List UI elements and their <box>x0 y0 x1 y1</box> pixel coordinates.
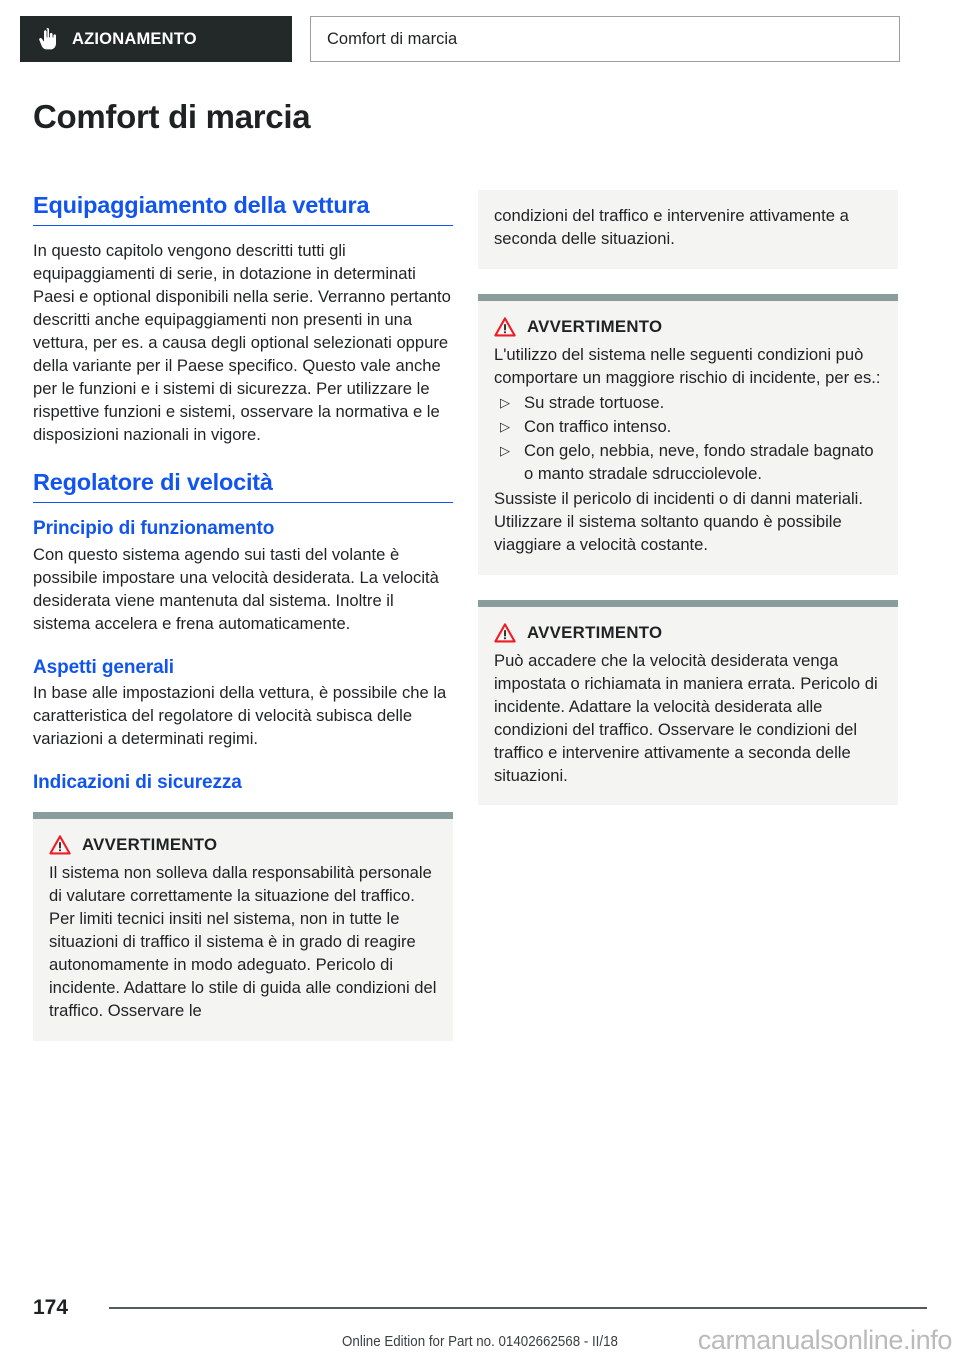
list-item-label: Con gelo, nebbia, neve, fondo stradale bagnato o manto stradale sdrucciolevole. <box>524 440 874 483</box>
warning-box-1-header <box>49 835 437 855</box>
warning-box-2-intro: L'utilizzo del sistema nelle seguenti condizioni può comportare un maggiore rischio di incidente, per es.: <box>494 344 881 387</box>
warning-box-1-title: AVVERTIMENTO <box>82 834 218 854</box>
page-footer <box>33 1296 927 1320</box>
section-tab[interactable] <box>310 16 900 62</box>
warning-box-2-header <box>494 317 882 337</box>
section-tab-label: Comfort di marcia <box>327 29 458 48</box>
paragraph-equipaggiamento: In questo capitolo vengono descritti tutti gli equipaggiamenti di serie, in dotazione in determinati Paesi e optional disponibili nella serie. Verranno pertanto descritti anche equipaggiamenti non presenti in una vettura, per es. a causa degli optional selezionati oppure della variante per il Paese specifico. Questo vale anche per le funzioni e i sistemi di sicurezza. Per utilizzare le rispettive funzioni e sistemi, osservare la normativa e le disposizioni nazionali in vigore. <box>33 241 451 444</box>
list-item-label: Con traffico intenso. <box>524 416 672 436</box>
list-item <box>494 416 882 439</box>
warning-box-2-bullet-list <box>494 392 882 486</box>
spacer <box>478 269 898 294</box>
triangle-bullet-icon: ▷ <box>500 442 510 458</box>
subheading-aspetti: Aspetti generali <box>33 656 174 678</box>
warning-box-1 <box>33 812 453 1041</box>
list-item <box>494 392 882 415</box>
warning-box-2-outro: Sussiste il pericolo di incidenti o di danni materiali. Utilizzare il sistema soltanto quando è possibile viaggiare a velocità costante. <box>494 488 863 554</box>
footer-divider <box>109 1307 927 1309</box>
warning-box-1-text: Il sistema non solleva dalla responsabilità personale di valutare correttamente la situazione del traffico. Per limiti tecnici insiti nel sistema, non in tutte le situazioni di traffico il sistema è in grado di reagire autonomamente in modo adeguato. Pericolo di incidente. Adattare lo stile di guida alle condizioni del traffico. Osservare le <box>49 862 437 1020</box>
pointing-hand-icon <box>38 28 58 50</box>
warning-box-2-title: AVVERTIMENTO <box>527 316 663 336</box>
warning-box-3-text: Può accadere che la velocità desiderata venga impostata o richiamata in maniera errata. Pericolo di incidente. Adattare la velocità desiderata alle condizioni del traffico. Osservare le condizioni del traffico e intervenire attivamente a seconda delle situazioni. <box>494 650 878 785</box>
spacer <box>33 798 453 812</box>
page-header <box>20 16 900 62</box>
section-heading-equipaggiamento: Equipaggiamento della vettura <box>33 190 453 226</box>
left-column <box>33 190 453 1041</box>
spacer <box>478 575 898 600</box>
warning-box-3-title: AVVERTIMENTO <box>527 622 663 642</box>
edition-note: Online Edition for Part no. 01402662568 - II/18 <box>342 1334 618 1350</box>
warning-triangle-icon <box>494 623 516 643</box>
paragraph-aspetti: In base alle impostazioni della vettura, è possibile che la caratteristica del regolatore di velocità subisca delle variazioni a determinati regimi. <box>33 683 447 749</box>
warning-triangle-icon <box>49 835 71 855</box>
list-item <box>494 440 882 486</box>
section-heading-regolatore: Regolatore di velocità <box>33 467 453 503</box>
chapter-tab[interactable] <box>20 16 292 62</box>
triangle-bullet-icon: ▷ <box>500 418 510 434</box>
warning-box-1-continued-text: condizioni del traffico e intervenire attivamente a seconda delle situazioni. <box>494 206 849 248</box>
subheading-principio: Principio di funzionamento <box>33 517 275 539</box>
triangle-bullet-icon: ▷ <box>500 394 510 410</box>
warning-box-3 <box>478 600 898 806</box>
subheading-indicazioni: Indicazioni di sicurezza <box>33 772 242 794</box>
warning-box-3-header <box>494 623 882 643</box>
warning-triangle-icon <box>494 317 516 337</box>
paragraph-principio: Con questo sistema agendo sui tasti del volante è possibile impostare una velocità desiderata. La velocità desiderata viene mantenuta dal sistema. Inoltre il sistema accelera e frena automaticamente. <box>33 544 439 633</box>
list-item-label: Su strade tortuose. <box>524 392 665 412</box>
chapter-tab-label: AZIONAMENTO <box>72 29 197 48</box>
page-title: Comfort di marcia <box>33 98 311 135</box>
watermark: carmanualsonline.info <box>697 1325 952 1355</box>
tab-divider <box>292 16 310 62</box>
page-number: 174 <box>33 1296 69 1319</box>
warning-box-2 <box>478 294 898 575</box>
warning-box-1-continued <box>478 190 898 269</box>
right-column <box>478 190 898 805</box>
